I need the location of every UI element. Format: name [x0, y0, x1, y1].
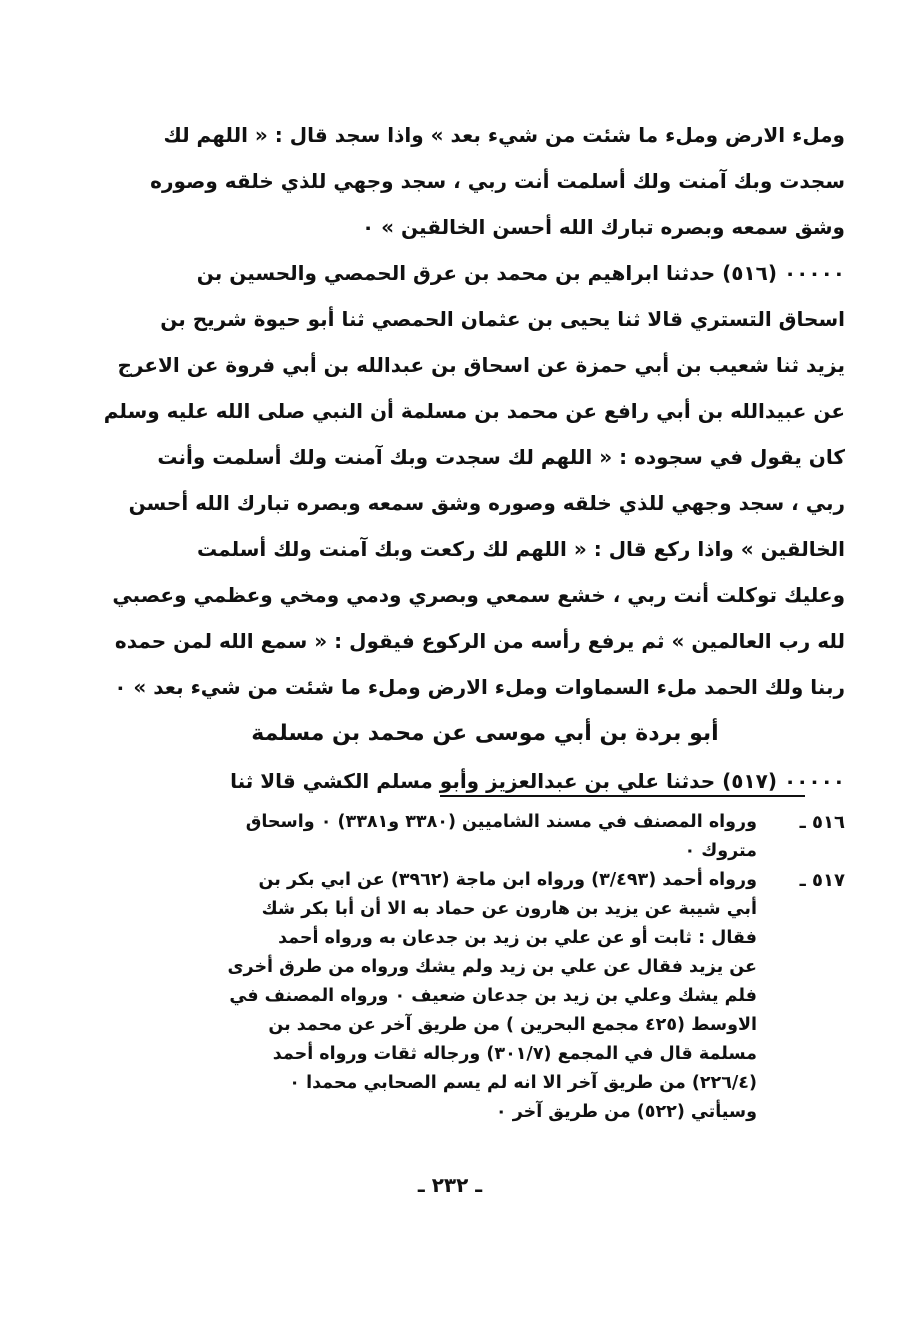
footnote-body — [125, 808, 757, 866]
footnote-divider — [440, 795, 805, 797]
footnote-body — [125, 866, 757, 1127]
text-line: يزيد ثنا شعيب بن أبي حمزة عن اسحاق بن عبدالله بن أبي فروة عن الاعرج — [117, 353, 845, 377]
footnote-number: ٥١٧ ـ — [799, 870, 845, 891]
page-number: ـ ٢٣٢ ـ — [417, 1173, 483, 1197]
text-line: ٠٠٠٠٠ (٥١٦) حدثنا ابراهيم بن محمد بن عرق الحمصي والحسين بن — [196, 261, 845, 285]
footnote-line: أبي شيبة عن يزيد بن هارون عن حماد به الا أن أبا بكر شك — [261, 899, 757, 919]
text-line: كان يقول في سجوده : « اللهم لك سجدت وبك آمنت ولك أسلمت وأنت — [157, 445, 845, 469]
footnote-line: فلم يشك وعلي بن زيد بن جدعان ضعيف ٠ ورواه المصنف في — [229, 986, 757, 1006]
footnote-number: ٥١٦ ـ — [799, 812, 845, 833]
section-heading: أبو بردة بن أبي موسى عن محمد بن مسلمة — [251, 721, 719, 746]
text-line: ٠٠٠٠٠ (٥١٧) حدثنا علي بن عبدالعزيز وأبو مسلم الكشي قالا ثنا — [230, 769, 845, 793]
text-line: وشق سمعه وبصره تبارك الله أحسن الخالقين » ٠ — [361, 215, 845, 239]
footnotes — [125, 808, 845, 1127]
text-line: سجدت وبك آمنت ولك أسلمت أنت ربي ، سجد وجهي للذي خلقه وصوره — [150, 169, 845, 193]
text-line: وعليك توكلت أنت ربي ، خشع سمعي وبصري ودمي ومخي وعظمي وعصبي — [112, 583, 845, 607]
footnote-line: ورواه أحمد (٣/٤٩٣) ورواه ابن ماجة (٣٩٦٢) عن ابي بكر بن — [258, 870, 757, 890]
footnote-line: وسيأتي (٥٢٢) من طريق آخر ٠ — [495, 1102, 757, 1122]
footnote-line: متروك ٠ — [684, 841, 757, 861]
text-line: ربنا ولك الحمد ملء السماوات وملء الارض وملء ما شئت من شيء بعد » ٠ — [114, 675, 845, 699]
text-line: الخالقين » واذا ركع قال : « اللهم لك ركعت وبك آمنت ولك أسلمت — [196, 537, 845, 561]
main-text-block — [103, 112, 845, 804]
footnote-line: عن يزيد فقال عن علي بن زيد ولم يشك ورواه من طرق أخرى — [227, 957, 757, 977]
text-line: وملء الارض وملء ما شئت من شيء بعد » واذا سجد قال : « اللهم لك — [163, 123, 845, 147]
footnote-516 — [125, 808, 845, 866]
footnote-line: الاوسط (٤٢٥ مجمع البحرين ) من طريق آخر عن محمد بن — [268, 1015, 757, 1035]
footnote-line: فقال : ثابت أو عن علي بن زيد بن جدعان به ورواه أحمد — [278, 928, 757, 948]
text-line: عن عبيدالله بن أبي رافع عن محمد بن مسلمة أن النبي صلى الله عليه وسلم — [103, 399, 845, 423]
text-line: اسحاق التستري قالا ثنا يحيى بن عثمان الحمصي ثنا أبو حيوة شريح بن — [160, 307, 845, 331]
footnote-line: (٢٢٦/٤) من طريق آخر الا انه لم يسم الصحابي محمدا ٠ — [289, 1073, 757, 1093]
text-line: ربي ، سجد وجهي للذي خلقه وصوره وشق سمعه وبصره تبارك الله أحسن — [128, 491, 845, 515]
text-line: لله رب العالمين » ثم يرفع رأسه من الركوع فيقول : « سمع الله لمن حمده — [114, 629, 845, 653]
footnote-line: ورواه المصنف في مسند الشاميين (٣٣٨٠ و٣٣٨١) ٠ واسحاق — [245, 812, 757, 832]
footnote-517 — [125, 866, 845, 1127]
footnote-line: مسلمة قال في المجمع (٣٠١/٧) ورجاله ثقات ورواه أحمد — [272, 1044, 757, 1064]
